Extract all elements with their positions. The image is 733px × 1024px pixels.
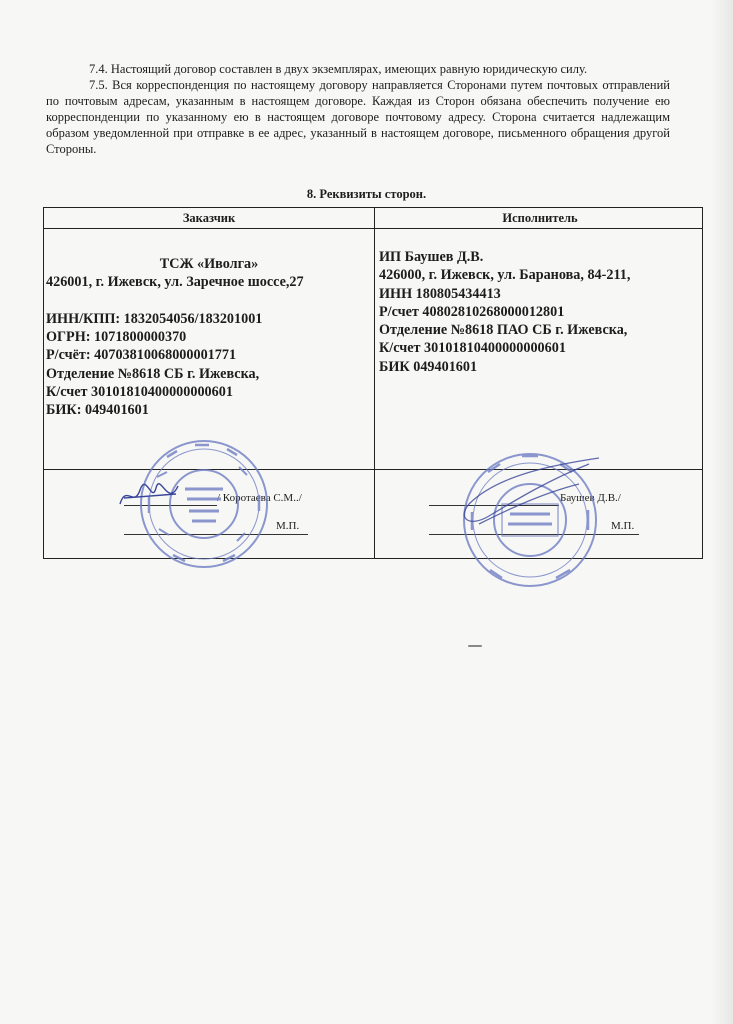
- contractor-bank: Отделение №8618 ПАО СБ г. Ижевска,: [379, 322, 628, 339]
- contractor-signature-scribble: [439, 454, 609, 534]
- header-customer: Заказчик: [182, 211, 236, 225]
- customer-requisites: [46, 255, 372, 420]
- customer-account: Р/счёт: 40703810068000001771: [46, 347, 237, 364]
- customer-ogrn: ОГРН: 1071800000370: [46, 329, 187, 346]
- contractor-inn: ИНН 180805434413: [379, 285, 501, 302]
- spacer: [46, 292, 372, 310]
- customer-signatory: / Коротаева С.М../: [217, 492, 302, 504]
- contractor-bik: БИК 049401601: [379, 358, 478, 375]
- contract-text: [46, 61, 670, 158]
- clause-7-4: 7.4. Настоящий договор составлен в двух экземплярах, имеющих равную юридическую силу.: [89, 62, 588, 76]
- customer-bik: БИК: 049401601: [46, 402, 149, 419]
- customer-bank: Отделение №8618 СБ г. Ижевска,: [46, 365, 260, 382]
- contractor-signatory: Баушев Д.В./: [560, 492, 621, 504]
- contractor-account: Р/счет 40802810268000012801: [379, 303, 565, 320]
- scan-speck: [468, 645, 482, 647]
- contractor-requisites: [379, 248, 630, 376]
- customer-inn-kpp: ИНН/КПП: 1832054056/183201001: [46, 310, 263, 327]
- clause-7-5: 7.5. Вся корреспонденция по настоящему договору направляется Сторонами путем почтовых отправлений по почтовым адресам, указанным в настоящем договоре. Каждая из Сторон обязана обеспечить получение ею корреспонденции по указанному ею в настоящем договоре почтовому адресу. Сторона считается надлежащим образом уведомленной при отправке в ее адрес, указанный в настоящем договоре, письменного обращения другой Стороны.: [46, 78, 670, 157]
- column-divider: [374, 208, 375, 558]
- customer-name: ТСЖ «Иволга»: [159, 256, 259, 272]
- header-divider: [44, 228, 702, 229]
- page-edge-shadow: [711, 0, 733, 1024]
- contractor-seal-label: М.П.: [611, 520, 635, 532]
- contractor-name: ИП Баушев Д.В.: [379, 249, 484, 265]
- contractor-corr-account: К/счет 30101810400000000601: [379, 340, 566, 357]
- section-title: 8. Реквизиты сторон.: [306, 187, 427, 201]
- customer-address: 426001, г. Ижевск, ул. Заречное шоссе,27: [46, 274, 304, 291]
- customer-seal-label: М.П.: [276, 520, 300, 532]
- customer-corr-account: К/счет 30101810400000000601: [46, 384, 233, 401]
- contractor-address: 426000, г. Ижевск, ул. Баранова, 84-211,: [379, 267, 631, 284]
- requisites-table: [43, 207, 703, 559]
- header-contractor: Исполнитель: [502, 211, 578, 225]
- customer-signature-scribble: [116, 480, 186, 512]
